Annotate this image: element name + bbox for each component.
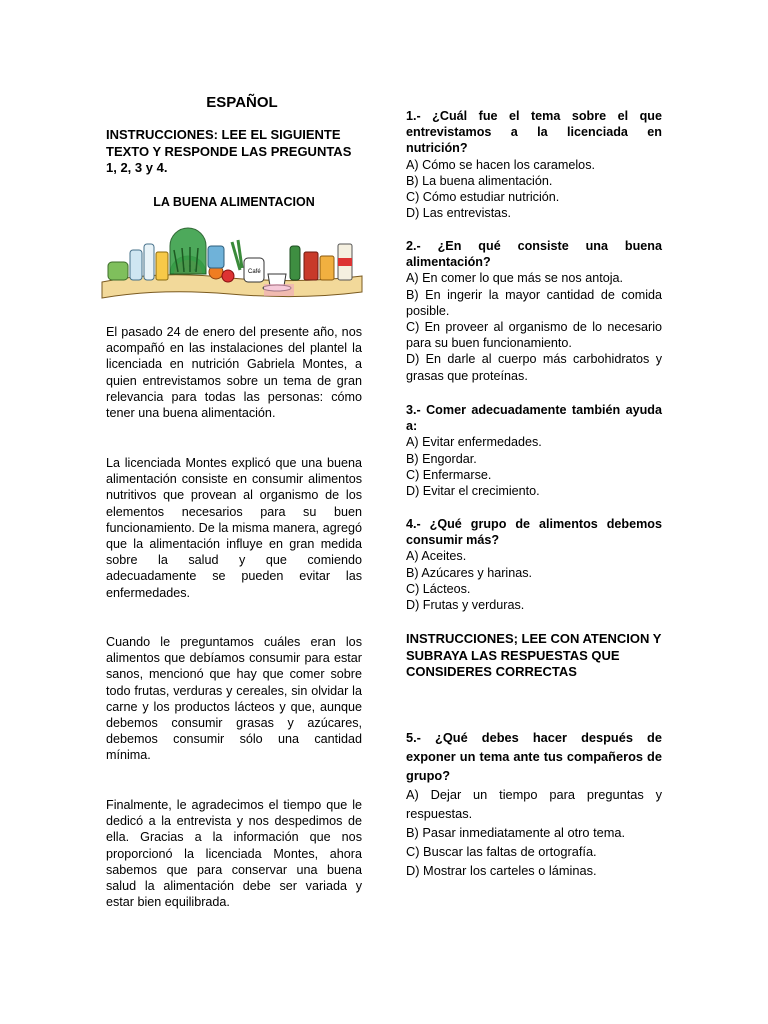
option-d: D) Frutas y verduras. (406, 598, 525, 613)
option-d: D) En darle al cuerpo más carbohidratos y grasas que proteínas. (406, 352, 662, 383)
option-c: C) Cómo estudiar nutrición. (406, 190, 560, 205)
option-a: A) En comer lo que más se nos antoja. (406, 271, 624, 286)
option-b: B) En ingerir la mayor cantidad de comida posible. (406, 287, 662, 318)
question-text: 5.- ¿Qué debes hacer después de exponer un tema ante tus compañeros de grupo? (406, 730, 662, 783)
coffee-label: Café (248, 269, 261, 275)
option-c: C) En proveer al organismo de lo necesario para su buen funcionamiento. (406, 320, 662, 351)
option-d: D) Evitar el crecimiento. (406, 484, 540, 499)
option-d: D) Mostrar los carteles o láminas. (406, 863, 597, 878)
option-a: A) Dejar un tiempo para preguntas y respuestas. (406, 787, 662, 821)
paragraph-2: La licenciada Montes explicó que una buena alimentación consiste en consumir alimentos nutritivos que provean al organismo de los elementos necesarios para su buen funcionamiento. De la misma manera, agregó que la alimentación influye en gran medida sobre la salud y que comiendo adecuadamente se pueden evitar las enfermedades. (106, 456, 362, 600)
question-2 (406, 238, 662, 384)
option-c: C) Lácteos. (406, 581, 471, 596)
option-b: B) Pasar inmediatamente al otro tema. (406, 825, 626, 840)
reading-instructions: INSTRUCCIONES: LEE EL SIGUIENTE TEXTO Y RESPONDE LAS PREGUNTAS 1, 2, 3 y 4. (106, 127, 352, 175)
option-a: A) Aceites. (406, 549, 467, 564)
question-text: 3.- Comer adecuadamente también ayuda a: (406, 403, 662, 434)
option-b: B) La buena alimentación. (406, 173, 553, 188)
option-c: C) Buscar las faltas de ortografía. (406, 844, 597, 859)
page-title: ESPAÑOL (206, 94, 278, 111)
text-title: LA BUENA ALIMENTACION (153, 195, 315, 209)
question-5 (406, 728, 662, 880)
question-3 (406, 402, 662, 499)
food-illustration (100, 222, 366, 312)
option-c: C) Enfermarse. (406, 467, 492, 482)
question-4 (406, 516, 662, 613)
question-text: 1.- ¿Cuál fue el tema sobre el que entrevistamos a la licenciada en nutrición? (406, 109, 662, 156)
paragraph-4: Finalmente, le agradecimos el tiempo que le dedicó a la entrevista y nos despedimos de ella. Gracias a la información que nos proporcionó la licenciada Montes, ahora sabemos que para conservar una buena salud la alimentación debe ser variada y estar bien equilibrada. (106, 798, 362, 910)
paragraph-3: Cuando le preguntamos cuáles eran los alimentos que debíamos consumir para estar sanos, mencionó que hay que comer sobre todo frutas, verduras y cereales, sin olvidar la carne y los productos lácteos y que, aunque debemos consumir grasas y azúcares, debemos consumir sólo una cantidad mínima. (106, 635, 362, 763)
option-d: D) Las entrevistas. (406, 206, 511, 221)
question-text: 4.- ¿Qué grupo de alimentos debemos consumir más? (406, 517, 662, 548)
option-b: B) Azúcares y harinas. (406, 565, 532, 580)
question-text: 2.- ¿En qué consiste una buena alimentación? (406, 239, 662, 270)
option-b: B) Engordar. (406, 451, 477, 466)
option-a: A) Cómo se hacen los caramelos. (406, 157, 595, 172)
option-a: A) Evitar enfermedades. (406, 435, 542, 450)
question-1 (406, 108, 662, 221)
paragraph-1: El pasado 24 de enero del presente año, nos acompañó en las instalaciones del plantel la licenciada en nutrición Gabriela Montes, a quien entrevistamos sobre un tema de gran relevancia para todas las personas: cómo tener una buena alimentación. (106, 325, 362, 421)
underline-instructions: INSTRUCCIONES; LEE CON ATENCION Y SUBRAYA LAS RESPUESTAS QUE CONSIDERES CORRECTAS (406, 631, 662, 679)
